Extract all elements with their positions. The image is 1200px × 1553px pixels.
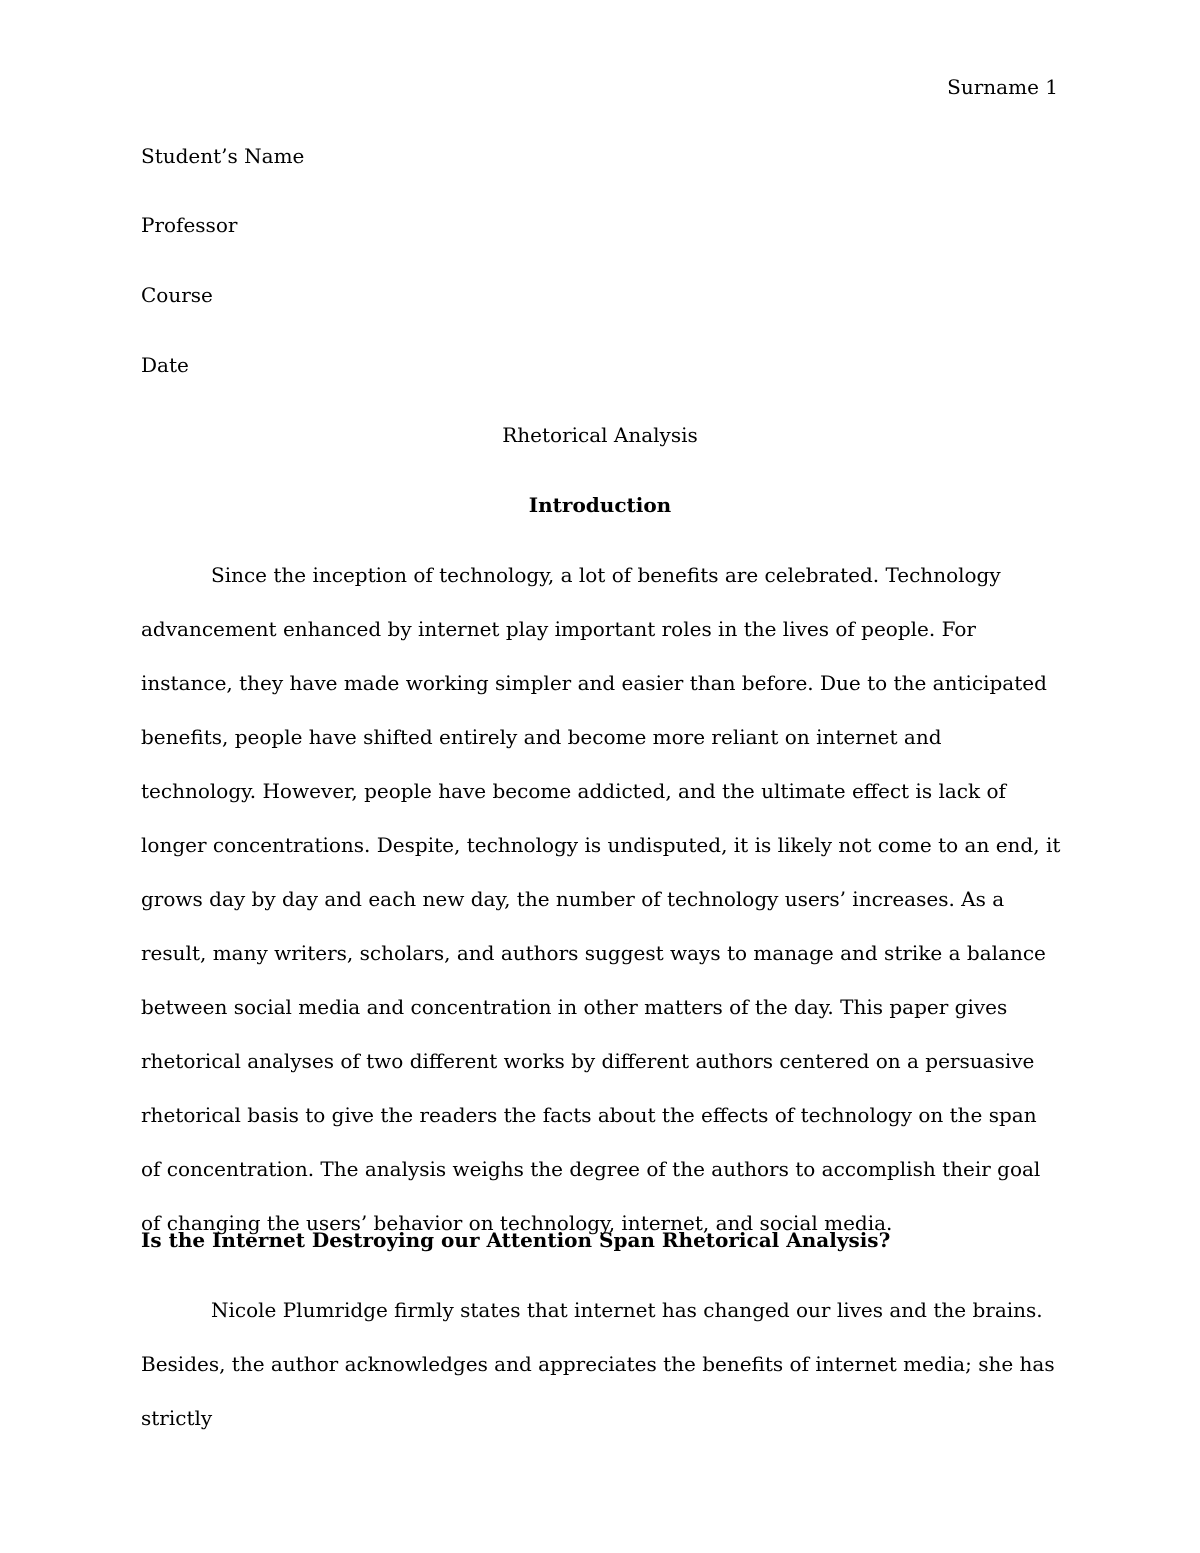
student-name: Student’s Name xyxy=(141,144,305,168)
section-heading-introduction: Introduction xyxy=(528,493,672,517)
course-name: Course xyxy=(141,283,213,307)
introduction-paragraph: Since the inception of technology, a lot of benefits are celebrated. Technology advancement enhanced by internet play important roles in the lives of people. For instance, they have made working simpler and easier than before. Due to the anticipated benefits, people have shifted entirely and become more reliant on internet and technology. However, people have become addicted, and the ultimate effect is lack of longer concentrations. Despite, technology is undisputed, it is likely not come to an end, it grows day by day and each new day, the number of technology users’ increases. As a result, many writers, scholars, and authors suggest ways to manage and strike a balance between social media and concentration in other matters of the day. This paper gives rhetorical analyses of two different works by different authors centered on a persuasive rhetorical basis to give the readers the facts about the effects of technology on the span of concentration. The analysis weighs the degree of the authors to accomplish their goal of changing the users’ behavior on technology, internet, and social media. xyxy=(141,563,1061,1235)
running-head: Surname 1 xyxy=(947,75,1058,99)
date-line: Date xyxy=(141,353,189,377)
section-heading-attention-span: Is the Internet Destroying our Attention Span Rhetorical Analysis? xyxy=(141,1228,891,1252)
paper-title: Rhetorical Analysis xyxy=(502,423,698,447)
attention-span-paragraph: Nicole Plumridge firmly states that internet has changed our lives and the brains. Besides, the author acknowledges and appreciates the benefits of internet media; she has strictly xyxy=(141,1298,1055,1430)
professor-name: Professor xyxy=(141,213,238,237)
